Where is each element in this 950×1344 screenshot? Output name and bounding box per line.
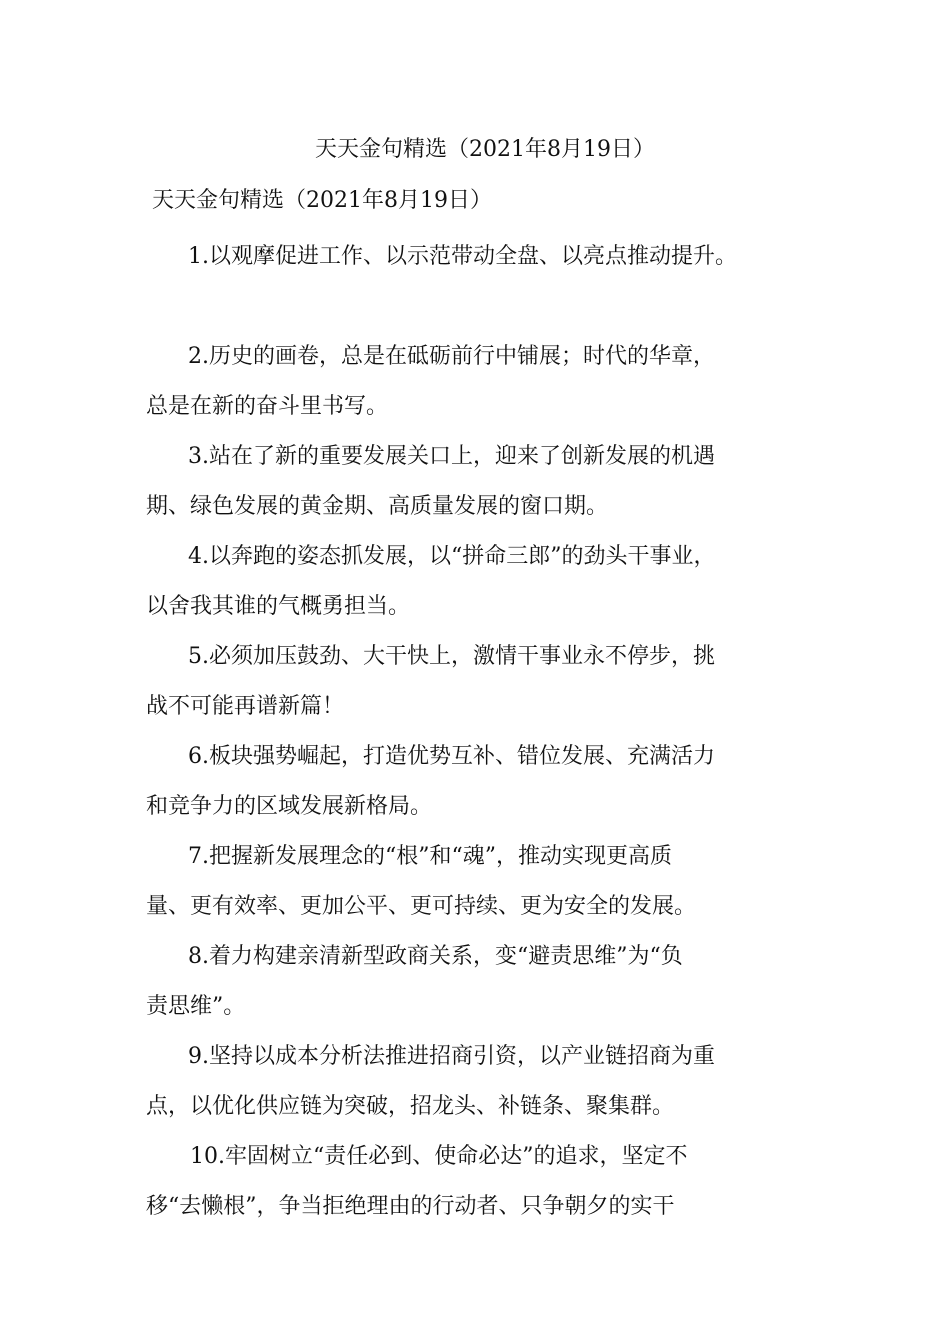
document-body [146,232,826,1232]
paragraph-9: 9.坚持以成本分析法推进招商引资，以产业链招商为重 点，以优化供应链为突破，招龙头、补链条、聚集群。 [146,1044,715,1119]
document-subtitle: 天天金句精选（2021年8月19日） [152,188,492,213]
document-title: 天天金句精选（2021年8月19日） [315,137,655,162]
paragraph-5: 5.必须加压鼓劲、大干快上，激情干事业永不停步，挑 战不可能再谱新篇！ [146,644,715,719]
paragraph-7: 7.把握新发展理念的“根”和“魂”，推动实现更高质 量、更有效率、更加公平、更可持续、更为安全的发展。 [146,844,697,919]
paragraph-10: 10.牢固树立“责任必到、使命必达”的追求，坚定不 移“去懒根”，争当拒绝理由的行动者、只争朝夕的实干 [146,1144,688,1219]
paragraph-6: 6.板块强势崛起，打造优势互补、错位发展、充满活力 和竞争力的区域发展新格局。 [146,744,715,819]
paragraph-8: 8.着力构建亲清新型政商关系，变“避责思维”为“负 责思维”。 [146,944,683,1019]
paragraph-2: 2.历史的画卷，总是在砥砺前行中铺展；时代的华章， 总是在新的奋斗里书写。 [146,344,715,419]
paragraph-3: 3.站在了新的重要发展关口上，迎来了创新发展的机遇 期、绿色发展的黄金期、高质量发展的窗口期。 [146,444,715,519]
paragraph-1: 1.以观摩促进工作、以示范带动全盘、以亮点推动提升。 [188,244,737,269]
paragraph-4: 4.以奔跑的姿态抓发展，以“拼命三郎”的劲头干事业， 以舍我其谁的气概勇担当。 [146,544,716,619]
